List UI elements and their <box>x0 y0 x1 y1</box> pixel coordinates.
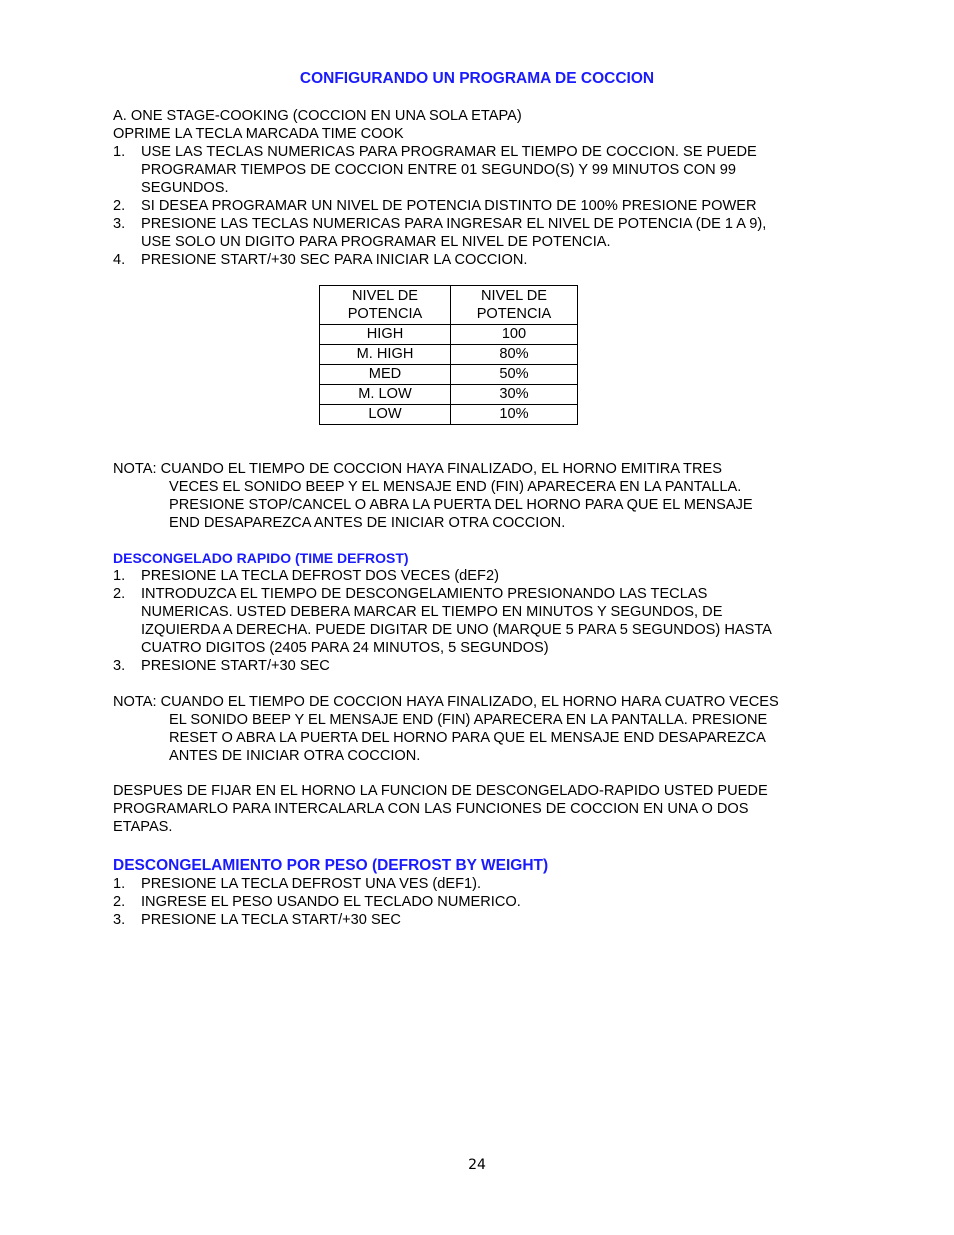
step-continuation: IZQUIERDA A DERECHA. PUEDE DIGITAR DE UNO (MARQUE 5 PARA 5 SEGUNDOS) HASTA <box>141 622 772 638</box>
weight-defrost-steps <box>113 875 843 929</box>
section-a-steps <box>113 143 843 269</box>
step-continuation: NUMERICAS. USTED DEBERA MARCAR EL TIEMPO EN MINUTOS Y SEGUNDOS, DE <box>141 604 723 620</box>
text-line: ANTES DE INICIAR OTRA COCCION. <box>169 748 421 764</box>
step-line <box>113 585 843 603</box>
step-continuation: SEGUNDOS. <box>141 180 229 196</box>
level-cell: M. HIGH <box>320 345 451 365</box>
step-text: INTRODUZCA EL TIEMPO DE DESCONGELAMIENTO PRESIONANDO LAS TECLAS <box>141 586 708 602</box>
step-line <box>113 567 843 585</box>
step-line <box>113 657 843 675</box>
table-row <box>320 405 578 425</box>
step-number: 2. <box>113 586 126 602</box>
step-number: 4. <box>113 252 126 268</box>
step-text: PRESIONE START/+30 SEC PARA INICIAR LA COCCION. <box>141 252 528 268</box>
text-line: EL SONIDO BEEP Y EL MENSAJE END (FIN) APARECERA EN LA PANTALLA. PRESIONE <box>169 712 768 728</box>
step-line <box>113 215 843 233</box>
step-line <box>113 875 843 893</box>
step-number: 3. <box>113 912 126 928</box>
nota-rest <box>113 478 843 532</box>
step-text: PRESIONE START/+30 SEC <box>141 658 330 674</box>
step-continuation: USE SOLO UN DIGITO PARA PROGRAMAR EL NIVEL DE POTENCIA. <box>141 234 611 250</box>
table-header-row <box>320 286 578 325</box>
table-row <box>320 325 578 345</box>
step-number: 1. <box>113 568 126 584</box>
despues-paragraph <box>113 782 843 836</box>
level-cell: LOW <box>320 405 451 425</box>
section-one-stage <box>113 107 843 269</box>
header-text: NIVEL DE <box>481 288 547 304</box>
step-text: USE LAS TECLAS NUMERICAS PARA PROGRAMAR EL TIEMPO DE COCCION. SE PUEDE <box>141 144 757 160</box>
step-text: PRESIONE LA TECLA DEFROST UNA VES (dEF1). <box>141 876 482 892</box>
step-text: PRESIONE LA TECLA START/+30 SEC <box>141 912 401 928</box>
step-text: PRESIONE LA TECLA DEFROST DOS VECES (dEF2) <box>141 568 499 584</box>
header-text: NIVEL DE <box>352 288 418 304</box>
power-cell: 10% <box>451 405 578 425</box>
nota-rest <box>113 711 843 765</box>
table-header-cell <box>451 286 578 325</box>
table-row <box>320 365 578 385</box>
time-defrost-steps <box>113 567 843 675</box>
section-a-intro: OPRIME LA TECLA MARCADA TIME COOK <box>113 126 404 142</box>
step-line <box>113 893 843 911</box>
step-line <box>113 143 843 161</box>
text-line: PRESIONE STOP/CANCEL O ABRA LA PUERTA DEL HORNO PARA QUE EL MENSAJE <box>169 497 753 513</box>
power-level-table <box>319 285 578 425</box>
level-cell: M. LOW <box>320 385 451 405</box>
step-number: 3. <box>113 658 126 674</box>
text-line: PROGRAMARLO PARA INTERCALARLA CON LAS FUNCIONES DE COCCION EN UNA O DOS <box>113 801 749 817</box>
step-continuation: PROGRAMAR TIEMPOS DE COCCION ENTRE 01 SEGUNDO(S) Y 99 MINUTOS CON 99 <box>141 162 736 178</box>
step-text: SI DESEA PROGRAMAR UN NIVEL DE POTENCIA DISTINTO DE 100% PRESIONE POWER <box>141 198 757 214</box>
step-continuation: CUATRO DIGITOS (2405 PARA 24 MINUTOS, 5 SEGUNDOS) <box>141 640 549 656</box>
level-cell: MED <box>320 365 451 385</box>
step-line <box>113 911 843 929</box>
nota-first-line: NOTA: CUANDO EL TIEMPO DE COCCION HAYA FINALIZADO, EL HORNO EMITIRA TRES <box>113 461 722 477</box>
text-line: VECES EL SONIDO BEEP Y EL MENSAJE END (FIN) APARECERA EN LA PANTALLA. <box>169 479 742 495</box>
power-cell: 50% <box>451 365 578 385</box>
text-line: END DESAPAREZCA ANTES DE INICIAR OTRA COCCION. <box>169 515 566 531</box>
step-text: INGRESE EL PESO USANDO EL TECLADO NUMERICO. <box>141 894 521 910</box>
step-number: 3. <box>113 216 126 232</box>
nota-one-stage <box>113 460 843 532</box>
section-time-defrost <box>113 549 843 675</box>
page-number: 24 <box>468 1157 486 1173</box>
power-cell: 80% <box>451 345 578 365</box>
step-line <box>113 251 843 269</box>
text-line: DESPUES DE FIJAR EN EL HORNO LA FUNCION DE DESCONGELADO-RAPIDO USTED PUEDE <box>113 783 768 799</box>
time-defrost-heading: DESCONGELADO RAPIDO (TIME DEFROST) <box>113 550 409 566</box>
text-line: ETAPAS. <box>113 819 173 835</box>
text-line: RESET O ABRA LA PUERTA DEL HORNO PARA QUE EL MENSAJE END DESAPAREZCA <box>169 730 766 746</box>
page-title: CONFIGURANDO UN PROGRAMA DE COCCION <box>299 70 655 87</box>
weight-defrost-heading: DESCONGELAMIENTO POR PESO (DEFROST BY WEIGHT) <box>113 857 549 874</box>
section-a-heading: A. ONE STAGE-COOKING (COCCION EN UNA SOLA ETAPA) <box>113 108 522 124</box>
power-cell: 100 <box>451 325 578 345</box>
level-cell: HIGH <box>320 325 451 345</box>
step-number: 2. <box>113 198 126 214</box>
table-row <box>320 385 578 405</box>
header-text: POTENCIA <box>347 306 423 322</box>
step-line <box>113 197 843 215</box>
section-weight-defrost <box>113 857 843 929</box>
step-number: 1. <box>113 876 126 892</box>
step-number: 2. <box>113 894 126 910</box>
nota-time-defrost <box>113 693 843 765</box>
table-header-cell <box>320 286 451 325</box>
power-cell: 30% <box>451 385 578 405</box>
table-row <box>320 345 578 365</box>
nota-first-line: NOTA: CUANDO EL TIEMPO DE COCCION HAYA FINALIZADO, EL HORNO HARA CUATRO VECES <box>113 694 779 710</box>
step-text: PRESIONE LAS TECLAS NUMERICAS PARA INGRESAR EL NIVEL DE POTENCIA (DE 1 A 9), <box>141 216 767 232</box>
step-number: 1. <box>113 144 126 160</box>
header-text: POTENCIA <box>476 306 552 322</box>
